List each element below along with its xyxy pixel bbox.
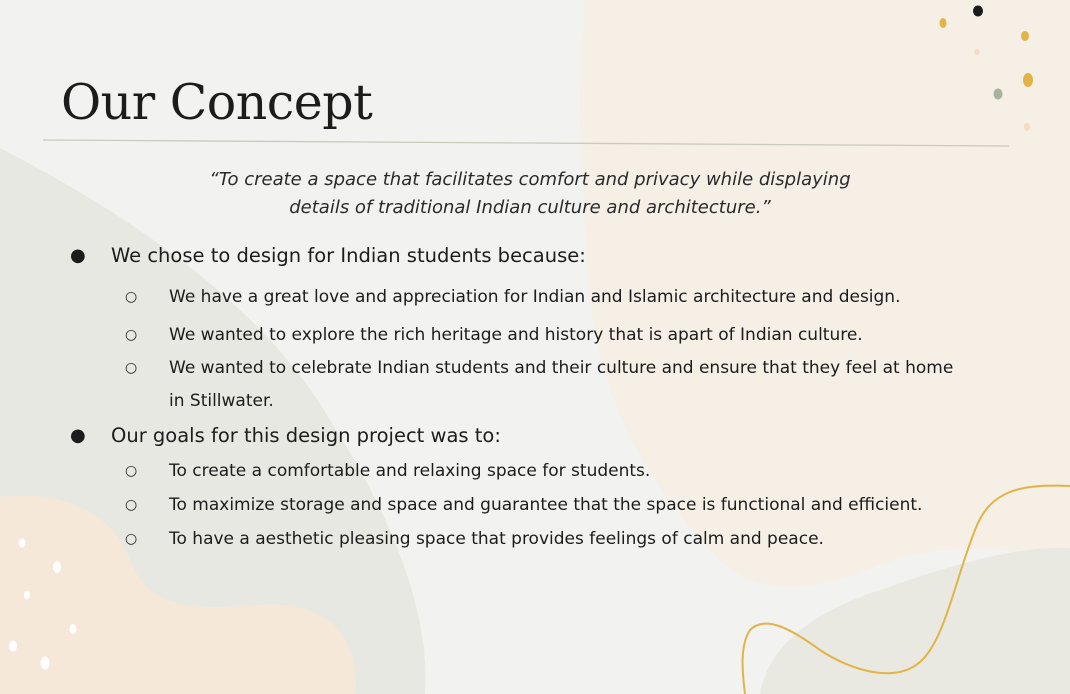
sub-bullet-text: To create a comfortable and relaxing space for students. [169, 461, 651, 481]
sub-bullet-marker: ○ [125, 360, 138, 376]
sub-bullet-text: We wanted to celebrate Indian students and their culture and ensure that they feel at home [169, 358, 954, 378]
sub-bullet-marker: ○ [125, 327, 138, 343]
sub-bullet-text: To have a aesthetic pleasing space that provides feelings of calm and peace. [169, 529, 824, 549]
sub-bullet-marker: ○ [125, 531, 138, 547]
sub-bullet-marker: ○ [125, 289, 138, 305]
bullet-text: We chose to design for Indian students because: [111, 244, 586, 267]
sub-bullet-marker: ○ [125, 497, 138, 513]
quote-line-2: details of traditional Indian culture and architecture.” [289, 197, 771, 218]
slide-title: Our Concept [61, 74, 373, 131]
bullet-marker: ● [70, 245, 86, 266]
quote-line-1: “To create a space that facilitates comfort and privacy while displaying [209, 169, 851, 190]
sub-bullet-text: We have a great love and appreciation for Indian and Islamic architecture and design. [169, 287, 901, 307]
bullet-marker: ● [70, 425, 86, 446]
sub-bullet-text: We wanted to explore the rich heritage and history that is apart of Indian culture. [169, 325, 863, 345]
sub-bullet-continuation: in Stillwater. [169, 391, 274, 411]
sub-bullet-marker: ○ [125, 463, 138, 479]
concept-quote [160, 166, 900, 222]
sub-bullet-text: To maximize storage and space and guarantee that the space is functional and efficient. [169, 495, 923, 515]
bullet-text: Our goals for this design project was to: [111, 424, 501, 447]
